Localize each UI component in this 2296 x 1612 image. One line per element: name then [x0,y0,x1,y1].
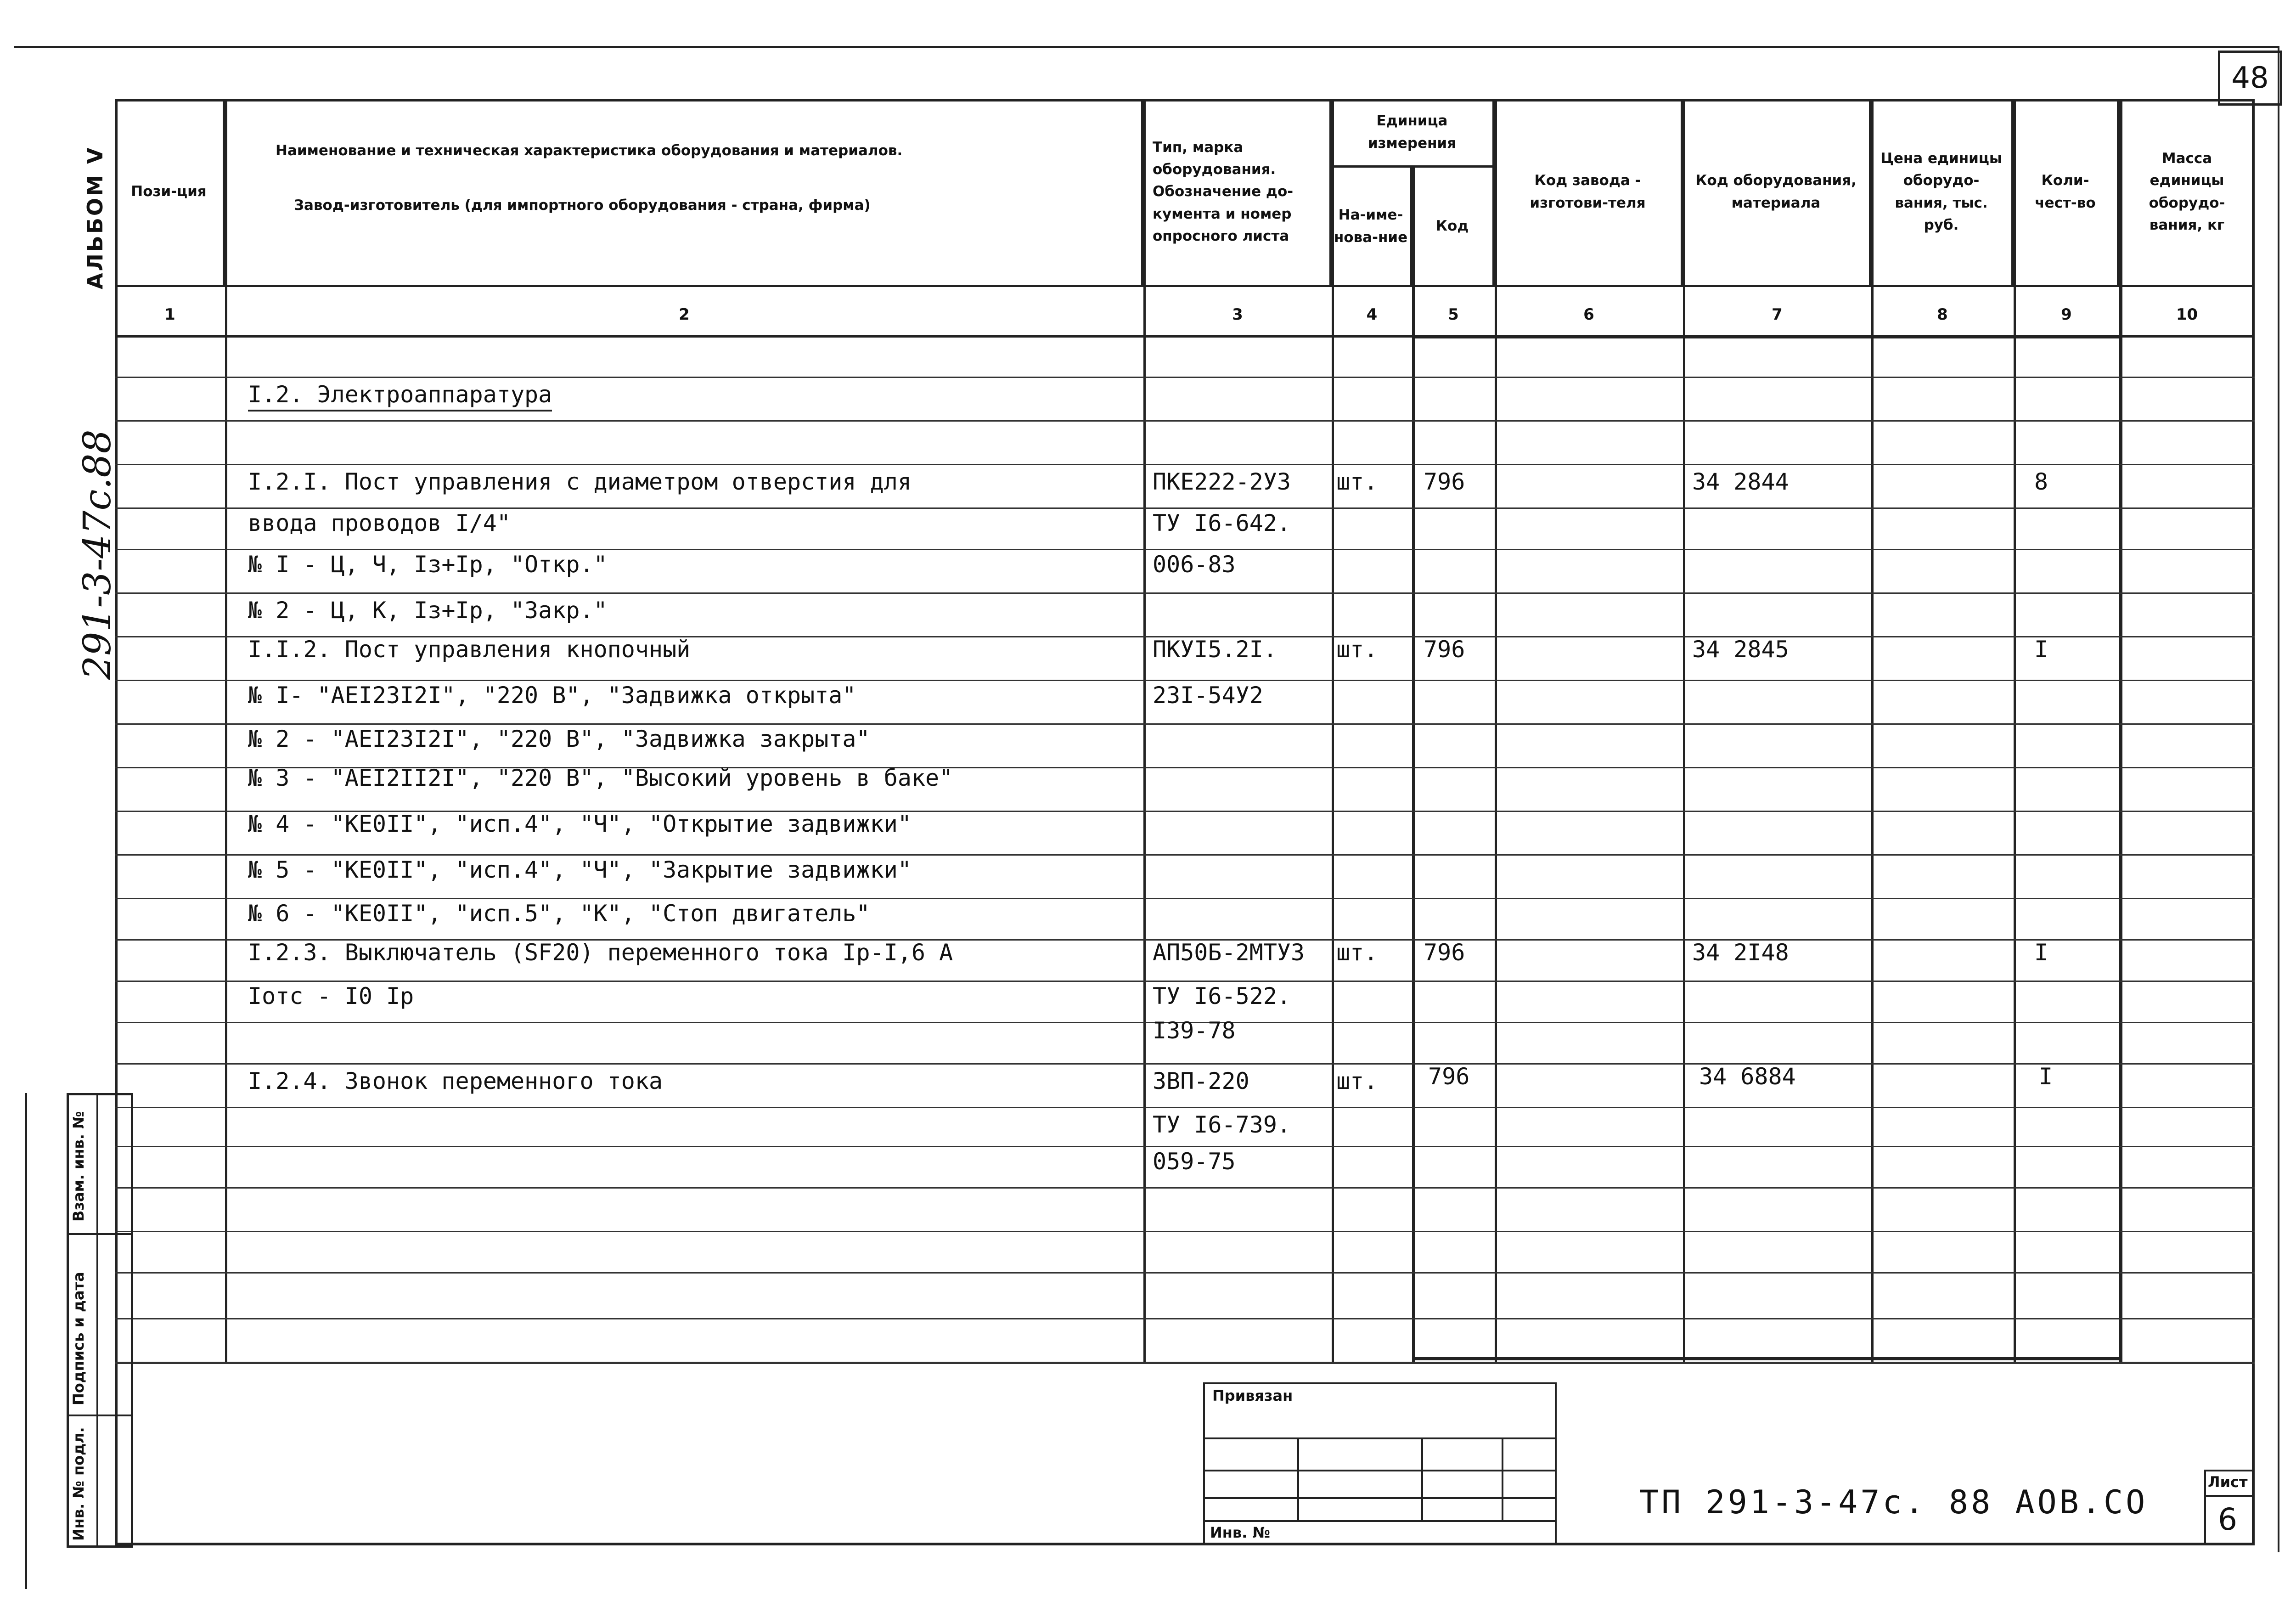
stamp-vline [1297,1437,1299,1520]
row-type: ТУ I6-522. [1153,983,1291,1009]
row-type: ТУ I6-642. [1153,510,1291,536]
row-name: № 4 - "КЕ0II", "исп.4", "Ч", "Открытие задвижки" [248,811,912,837]
row-name: № 3 - "АЕI2II2I", "220 В", "Высокий уровень в баке" [248,765,953,791]
header-unit-name: На-име-нова-ние [1332,168,1412,285]
album-label: АЛЬБОМ V [83,146,107,289]
stamp-line [1203,1520,1557,1522]
row-name: I.2.3. Выключатель (SF20) переменного тока Iр-I,6 А [248,939,953,966]
row-quantity: 8 [2034,468,2048,495]
header-material-code: Код оборудования, материала [1683,99,1871,285]
row-line [115,592,2255,594]
colnum-6: 6 [1583,305,1594,324]
row-unit-code: 796 [1424,636,1465,663]
header-factory-code: Код завода - изготови-теля [1495,99,1683,285]
row-line [115,507,2255,509]
colnum-9: 9 [2061,305,2072,324]
stamp-vline [1502,1437,1503,1520]
qty-block-bottom [1412,1357,2122,1360]
podpis-label: Подпись и дата [70,1272,87,1405]
row-name: ввода проводов I/4" [248,510,511,536]
privyazan-label: Привязан [1212,1387,1293,1404]
row-line [115,1107,2255,1108]
row-type: ПКУI5.2I. [1153,636,1277,663]
row-line [115,420,2255,422]
colnum-7: 7 [1772,305,1783,324]
colnum-5: 5 [1448,305,1459,324]
row-material-code: 34 2I48 [1692,939,1789,966]
header-name-line1: Наименование и техническая характеристика оборудования и материалов. [276,142,903,159]
vzam-inv-label: Взам. инв. № [70,1111,87,1222]
row-unit: шт. [1336,636,1378,663]
header-name [225,99,1143,285]
row-line [115,1187,2255,1189]
row-type: 059-75 [1153,1148,1236,1175]
row-line [115,1063,2255,1065]
header-bottom-line [115,285,2255,287]
top-border-line [14,46,2278,48]
stamp-line [1203,1437,1557,1439]
row-line [115,1231,2255,1232]
list-box-line [2204,1495,2255,1497]
side-stamp-line [67,1233,133,1235]
side-stamp-divider [96,1093,98,1548]
row-type: I39-78 [1153,1017,1236,1044]
header-quantity: Коли-чест-во [2014,99,2119,285]
row-quantity: I [2039,1063,2053,1090]
col-divider-5 [1495,99,1497,1362]
row-material-code: 34 6884 [1699,1063,1796,1090]
header-name-line2: Завод-изготовитель (для импортного оборудования - страна, фирма) [294,197,871,214]
row-material-code: 34 2845 [1692,636,1789,663]
row-line [115,549,2255,550]
stamp-vline [1421,1437,1423,1520]
colnum-8: 8 [1937,305,1948,324]
col-divider-7 [1871,99,1874,1362]
colnum-2: 2 [679,305,690,324]
header-price: Цена единицы оборудо-вания, тыс. руб. [1871,99,2014,285]
row-type: ЗВП-220 [1153,1068,1249,1094]
row-name: I.I.2. Пост управления кнопочный [248,636,691,663]
stamp-line [1203,1497,1557,1499]
row-name: № 5 - "КЕ0II", "исп.4", "Ч", "Закрытие задвижки" [248,857,912,883]
col-divider-1 [225,99,227,1362]
row-type: АП50Б-2МТУЗ [1153,939,1305,966]
row-line [115,1318,2255,1319]
colnum-10: 10 [2176,305,2198,324]
page-number: 48 [2218,51,2282,106]
row-line [115,981,2255,982]
row-name: I.2.I. Пост управления с диаметром отверстия для [248,468,912,495]
row-unit: шт. [1336,1068,1378,1094]
row-name: № I- "АЕI23I2I", "220 В", "Задвижка открыта" [248,682,856,709]
row-line [115,854,2255,856]
row-type: ПКЕ222-2У3 [1153,468,1291,495]
col-divider-4 [1412,168,1415,1362]
col-divider-9 [2119,99,2122,1362]
section-title: I.2. Электроаппаратура [248,381,552,411]
right-margin-line [2278,46,2279,1552]
document-number: ТП 291-3-47с. 88 АОВ.СО [1639,1483,2148,1521]
row-line [115,898,2255,899]
stamp-line [1203,1470,1557,1471]
colnum-1: 1 [164,305,175,324]
row-name: № 6 - "КЕ0II", "исп.5", "К", "Стоп двигатель" [248,900,870,927]
header-unit-group: Единица измерения [1332,99,1495,168]
inv-no-label: Инв. № [1210,1524,1270,1541]
row-name: Iотс - I0 Iр [248,983,414,1009]
list-number: 6 [2218,1502,2237,1537]
inv-podl-label: Инв. № подл. [70,1427,87,1541]
col-divider-6 [1683,99,1685,1362]
qty-block-top [1412,335,2122,338]
row-name: № I - Ц, Ч, Iз+Iр, "Откр." [248,551,608,578]
row-name: № 2 - "АЕI23I2I", "220 В", "Задвижка закрыта" [248,726,870,752]
header-type: Тип, марка оборудования. Обозначение до-кумента и номер опросного листа [1143,99,1332,285]
row-unit-code: 796 [1424,939,1465,966]
row-line [115,680,2255,681]
header-position: Пози-ция [115,99,225,285]
header-mass: Масса единицы оборудо-вания, кг [2149,150,2225,233]
row-type: ТУ I6-739. [1153,1111,1291,1138]
row-line [115,1146,2255,1147]
row-unit: шт. [1336,939,1378,966]
col-divider-8 [2014,99,2016,1362]
row-name: I.2.4. Звонок переменного тока [248,1068,663,1094]
list-label: Лист [2208,1473,2248,1491]
row-line [115,1272,2255,1274]
col-divider-2 [1143,99,1146,1362]
row-quantity: I [2034,636,2048,663]
left-margin-line [25,1093,27,1589]
row-name: № 2 - Ц, К, Iз+Iр, "Закр." [248,597,608,624]
row-type: 23I-54У2 [1153,682,1263,709]
colnum-4: 4 [1366,305,1378,324]
table-bottom-line [115,1362,2255,1364]
row-unit: шт. [1336,468,1378,495]
row-unit-code: 796 [1424,468,1465,495]
row-type: 006-83 [1153,551,1236,578]
row-line [115,377,2255,378]
row-unit-code: 796 [1428,1063,1470,1090]
row-line [115,464,2255,465]
row-line [115,723,2255,725]
side-stamp-line [67,1415,133,1416]
col-divider-3 [1332,99,1334,1362]
header-unit-code: Код [1412,168,1495,285]
row-quantity: I [2034,939,2048,966]
colnum-3: 3 [1232,305,1243,324]
row-material-code: 34 2844 [1692,468,1789,495]
handwritten-code: 291-3-47с.88 [76,429,119,680]
